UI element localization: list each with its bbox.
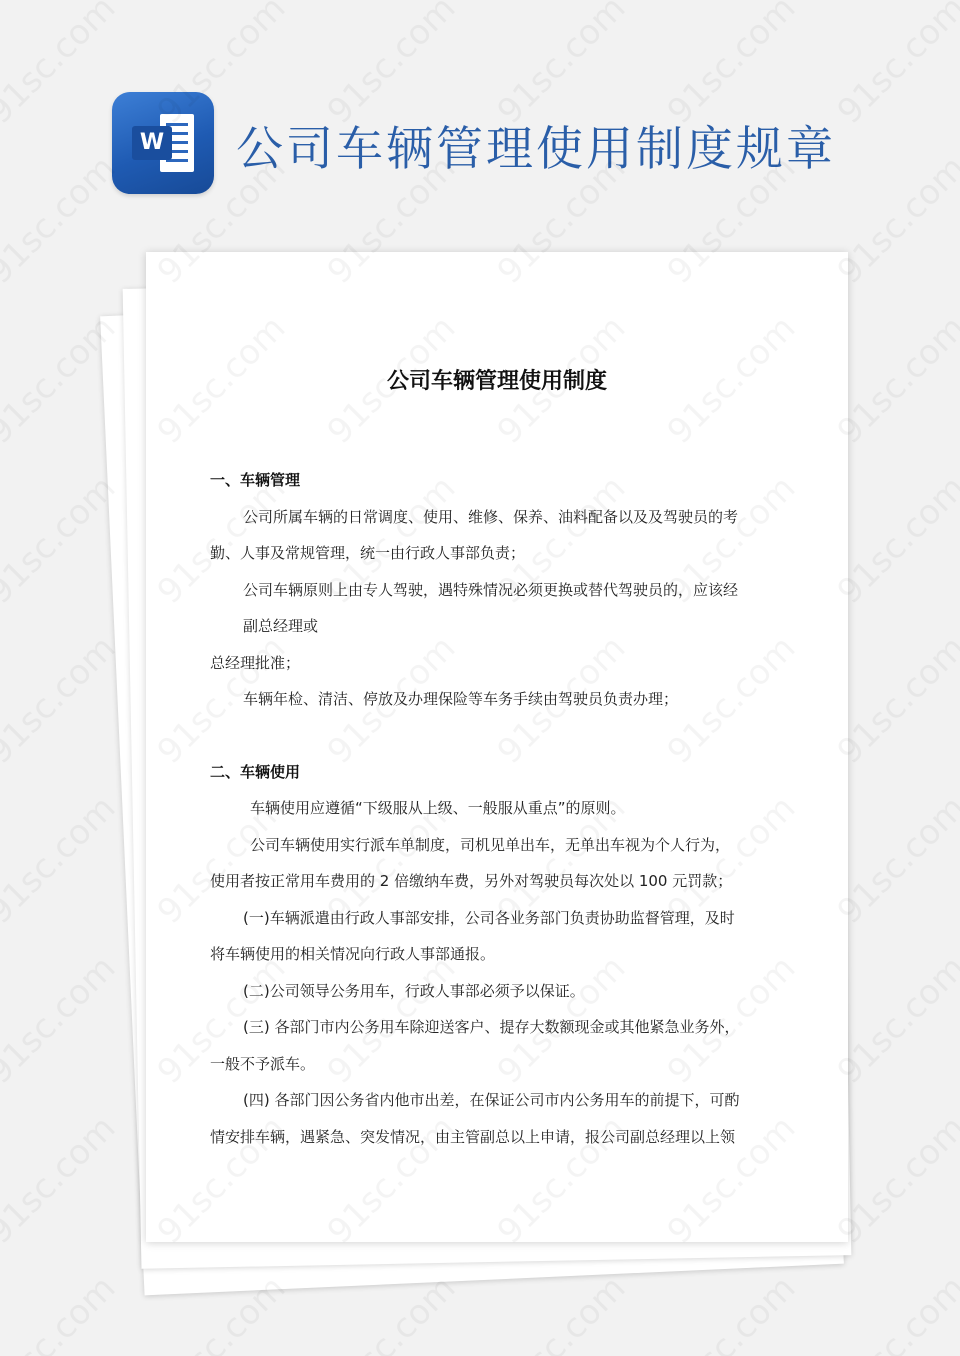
body-line: 公司车辆使用实行派车单制度，司机见单出车，无单出车视为个人行为， xyxy=(250,835,731,854)
section-heading: 一、车辆管理 xyxy=(210,471,301,489)
banner-title: 公司车辆管理使用制度规章 xyxy=(236,122,836,177)
section-heading: 二、车辆使用 xyxy=(210,762,301,781)
body-line: 将车辆使用的相关情况向行政人事部通报。 xyxy=(210,945,496,963)
body-line: 副总经理或 xyxy=(243,617,319,635)
body-line: 一般不予派车。 xyxy=(210,1054,316,1073)
watermark-text xyxy=(490,1268,634,1356)
word-letter-icon: W xyxy=(132,126,172,160)
watermark-text xyxy=(0,468,123,612)
watermark-text xyxy=(830,0,960,132)
watermark-text xyxy=(660,1268,804,1356)
watermark-text xyxy=(0,148,123,292)
watermark-text xyxy=(0,948,123,1092)
watermark-text xyxy=(0,1108,123,1252)
document-page xyxy=(146,252,848,1242)
watermark-text xyxy=(0,0,123,132)
watermark-text xyxy=(830,468,960,612)
body-line: (二)公司领导公务用车，行政人事部必须予以保证。 xyxy=(243,981,585,1000)
body-line: 公司车辆原则上由专人驾驶，遇特殊情况必须更换或替代驾驶员的，应该经 xyxy=(243,580,739,599)
watermark-text xyxy=(0,628,123,772)
body-line: 情安排车辆，遇紧急、突发情况，由主管副总以上申请，报公司副总经理以上领 xyxy=(210,1127,736,1146)
watermark-text xyxy=(830,1268,960,1356)
body-line: 总经理批准； xyxy=(210,653,301,672)
body-line: (一)车辆派遣由行政人事部安排，公司各业务部门负责协助监督管理，及时 xyxy=(243,908,735,927)
watermark-text xyxy=(830,628,960,772)
watermark-text xyxy=(0,1268,123,1356)
watermark-text xyxy=(830,148,960,292)
document-title: 公司车辆管理使用制度 xyxy=(386,369,607,394)
paragraph-gap xyxy=(210,718,786,754)
body-line: 勤、人事及常规管理，统一由行政人事部负责； xyxy=(210,544,526,562)
body-line: 公司所属车辆的日常调度、使用、维修、保养、油料配备以及及驾驶员的考 xyxy=(243,507,739,526)
document-body xyxy=(210,462,786,1155)
body-line: 使用者按正常用车费用的 2 倍缴纳车费，另外对驾驶员每次处以 100 元罚款； xyxy=(210,872,733,890)
body-line: (四) 各部门因公务省内他市出差，在保证公司市内公务用车的前提下，可酌 xyxy=(243,1091,740,1109)
watermark-text xyxy=(830,948,960,1092)
watermark-text xyxy=(830,788,960,932)
body-line: 车辆使用应遵循“下级服从上级、一般服从重点”的原则。 xyxy=(250,799,626,817)
watermark-text xyxy=(830,308,960,452)
word-icon xyxy=(112,92,214,194)
body-line: (三) 各部门市内公务用车除迎送客户、提存大数额现金或其他紧急业务外， xyxy=(243,1018,740,1036)
body-line: 车辆年检、清洁、停放及办理保险等车务手续由驾驶员负责办理； xyxy=(243,690,679,708)
watermark-text xyxy=(0,788,123,932)
